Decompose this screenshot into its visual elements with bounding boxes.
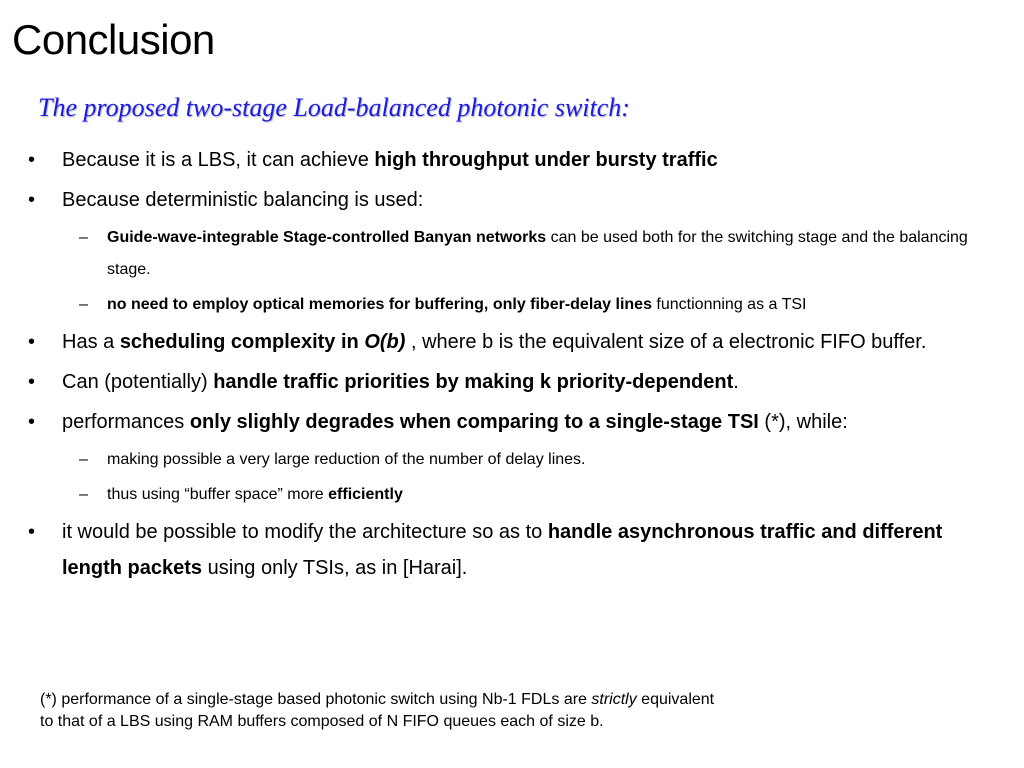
bullet-emphasis: Guide-wave-integrable Stage-controlled Banyan networks (107, 229, 547, 246)
bullet-text: , where b is the equivalent size of a electronic FIFO buffer. (405, 331, 927, 353)
big-o-notation: O(b) (364, 331, 406, 353)
dash-marker: – (79, 486, 88, 503)
bullet-emphasis: only slighly degrades when comparing to a single-stage TSI (189, 411, 759, 433)
bullet-item (24, 364, 1000, 400)
footnote-text: (*) performance of a single-stage based photonic switch using Nb-1 FDLs are (40, 691, 592, 708)
bullet-item (24, 514, 1000, 586)
sub-bullet-item (24, 222, 1000, 286)
bullet-emphasis: scheduling complexity in (119, 331, 365, 353)
bullet-text: performances (62, 411, 190, 433)
bullet-text: using only TSIs, as in [Harai]. (202, 557, 468, 579)
bullet-emphasis: efficiently (328, 486, 403, 503)
bullet-marker: • (28, 149, 36, 171)
bullet-marker: • (28, 331, 36, 353)
bullet-text: thus using “buffer space” more (107, 486, 329, 503)
dash-marker: – (79, 451, 88, 468)
bullet-text: making possible a very large reduction of the number of delay lines. (107, 451, 586, 468)
bullet-text: Because deterministic balancing is used: (62, 189, 424, 211)
bullet-emphasis: high throughput under bursty traffic (374, 149, 718, 171)
bullet-item (24, 404, 1000, 440)
slide-subtitle: The proposed two-stage Load-balanced photonic switch: (38, 93, 630, 122)
bullet-list (24, 142, 1000, 590)
sub-bullet-item (24, 289, 1000, 321)
bullet-item (24, 142, 1000, 178)
bullet-emphasis-italic (364, 331, 405, 353)
bullet-emphasis: no need to employ optical memories for buffering, only fiber-delay lines (107, 296, 652, 313)
bullet-text: . (733, 371, 739, 393)
footnote-text-line2: to that of a LBS using RAM buffers composed of N FIFO queues each of size b. (40, 713, 604, 730)
footnote-text: equivalent (636, 691, 715, 708)
bullet-text: Can (potentially) (62, 371, 214, 393)
dash-marker: – (79, 296, 88, 313)
bullet-text: can be used both for the switching stage and the balancing stage. (107, 229, 968, 278)
bullet-marker: • (28, 411, 36, 433)
bullet-marker: • (28, 371, 36, 393)
bullet-text: functionning as a TSI (651, 296, 807, 313)
slide-title: Conclusion (12, 16, 215, 63)
footnote-emphasis: strictly (591, 691, 637, 708)
bullet-text: Has a (62, 331, 120, 353)
bullet-text: it would be possible to modify the architecture so as to (62, 521, 548, 543)
bullet-emphasis: handle traffic priorities by making k priority-dependent (213, 371, 734, 393)
bullet-marker: • (28, 521, 36, 543)
bullet-item (24, 182, 1000, 218)
bullet-emphasis: handle asynchronous traffic and different length packets (62, 521, 943, 579)
bullet-marker: • (28, 189, 36, 211)
footnote (40, 689, 940, 733)
dash-marker: – (79, 229, 88, 246)
bullet-item (24, 324, 1000, 360)
sub-bullet-item (24, 479, 1000, 511)
bullet-text: (*), while: (758, 411, 848, 433)
bullet-text: Because it is a LBS, it can achieve (62, 149, 375, 171)
sub-bullet-item (24, 444, 1000, 476)
